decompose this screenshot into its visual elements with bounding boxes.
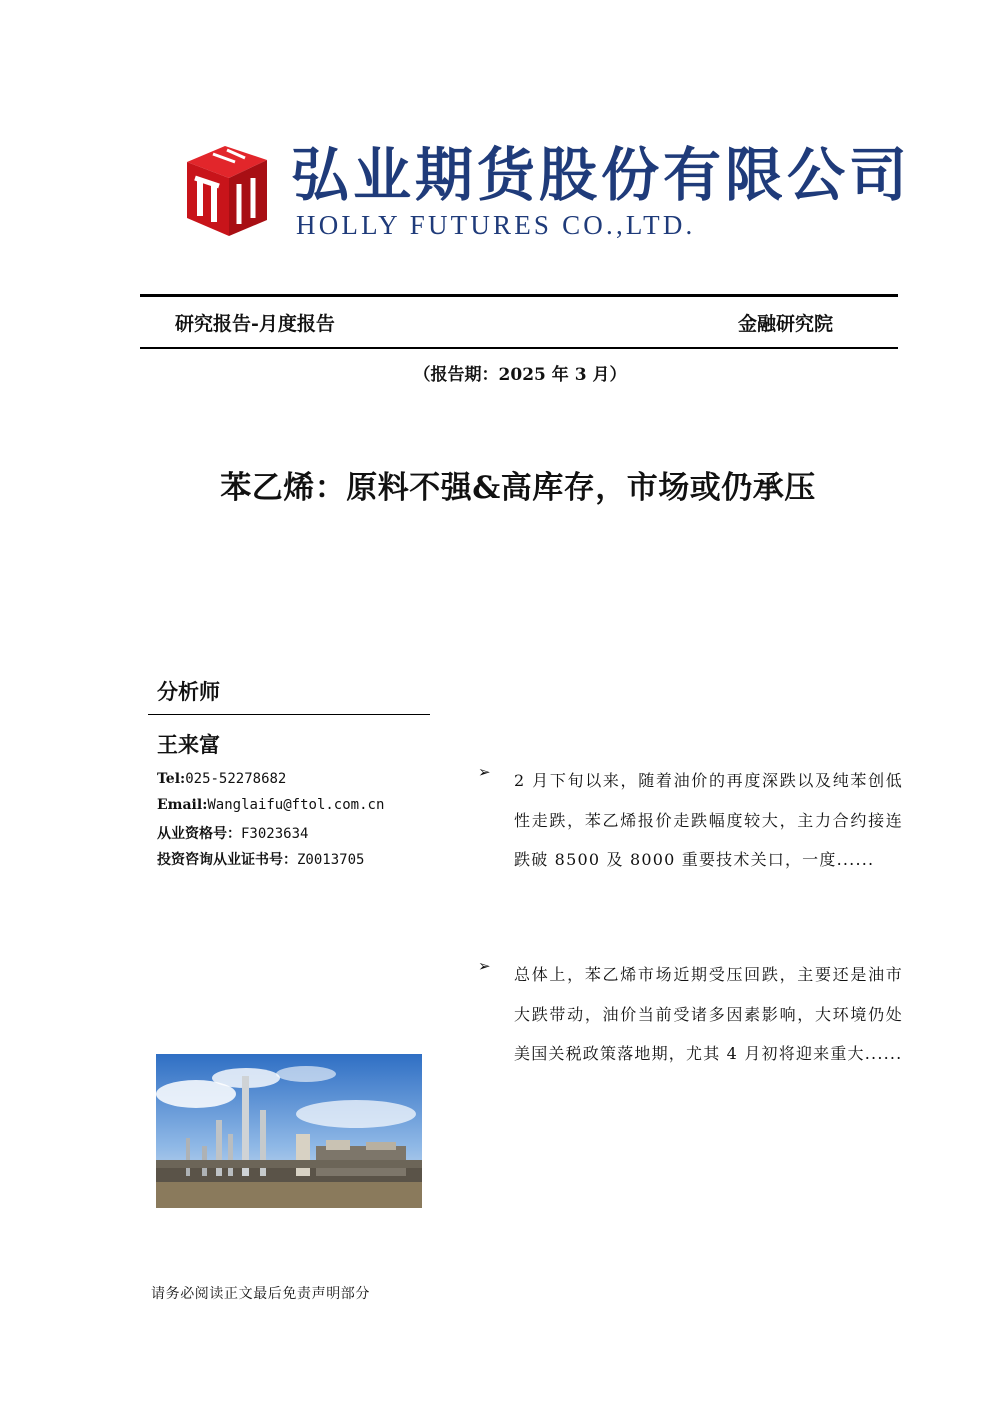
summary-text: 2 月下旬以来，随着油价的再度深跌以及纯苯创低性走跌，苯乙烯报价走跌幅度较大，主力合约接连跌破 8500 及 8000 重要技术关口，一度...... (514, 771, 903, 869)
report-period: （报告期：2025 年 3 月） (413, 365, 627, 385)
red-cube-logo-icon (183, 140, 269, 240)
analyst-name: 王来富 (157, 732, 220, 757)
company-name-en: HOLLY FUTURES CO.,LTD. (296, 210, 696, 240)
analyst-heading: 分析师 (157, 679, 220, 704)
arrow-bullet-icon: ➢ (478, 763, 491, 781)
qual-label: 从业资格号： (157, 826, 241, 842)
email-label: Email: (157, 797, 208, 813)
analyst-tel (157, 771, 286, 787)
analyst-qualification (157, 823, 308, 843)
header-top-rule (140, 294, 898, 297)
cert-label: 投资咨询从业证书号： (157, 852, 297, 868)
report-title: 苯乙烯：原料不强&高库存，市场或仍承压 (220, 470, 816, 506)
analyst-divider (148, 714, 430, 715)
analyst-certificate (157, 849, 364, 869)
refinery-photo-icon (156, 1054, 422, 1208)
disclaimer-note: 请务必阅读正文最后免责声明部分 (151, 1286, 370, 1302)
company-logo (183, 140, 912, 250)
company-name-cn: 弘业期货股份有限公司 (291, 141, 912, 209)
department: 金融研究院 (738, 313, 834, 335)
header-bottom-rule (140, 347, 898, 349)
analyst-email (157, 797, 384, 813)
summary-text: 总体上，苯乙烯市场近期受压回跌，主要还是油市大跌带动，油价当前受诸多因素影响，大环境仍处美国关税政策落地期，尤其 4 月初将迎来重大...... (514, 965, 903, 1063)
refinery-photo (156, 1054, 422, 1208)
tel-label: Tel: (157, 771, 186, 787)
report-type: 研究报告-月度报告 (175, 313, 335, 335)
email-value[interactable]: Wanglaifu@ftol.com.cn (207, 797, 385, 813)
arrow-bullet-icon: ➢ (478, 957, 491, 975)
qual-value: F3023634 (241, 826, 309, 842)
summary-bullet (478, 761, 903, 880)
cert-value: Z0013705 (297, 852, 365, 868)
summary-bullet (478, 955, 903, 1074)
tel-value: 025-52278682 (185, 771, 287, 787)
